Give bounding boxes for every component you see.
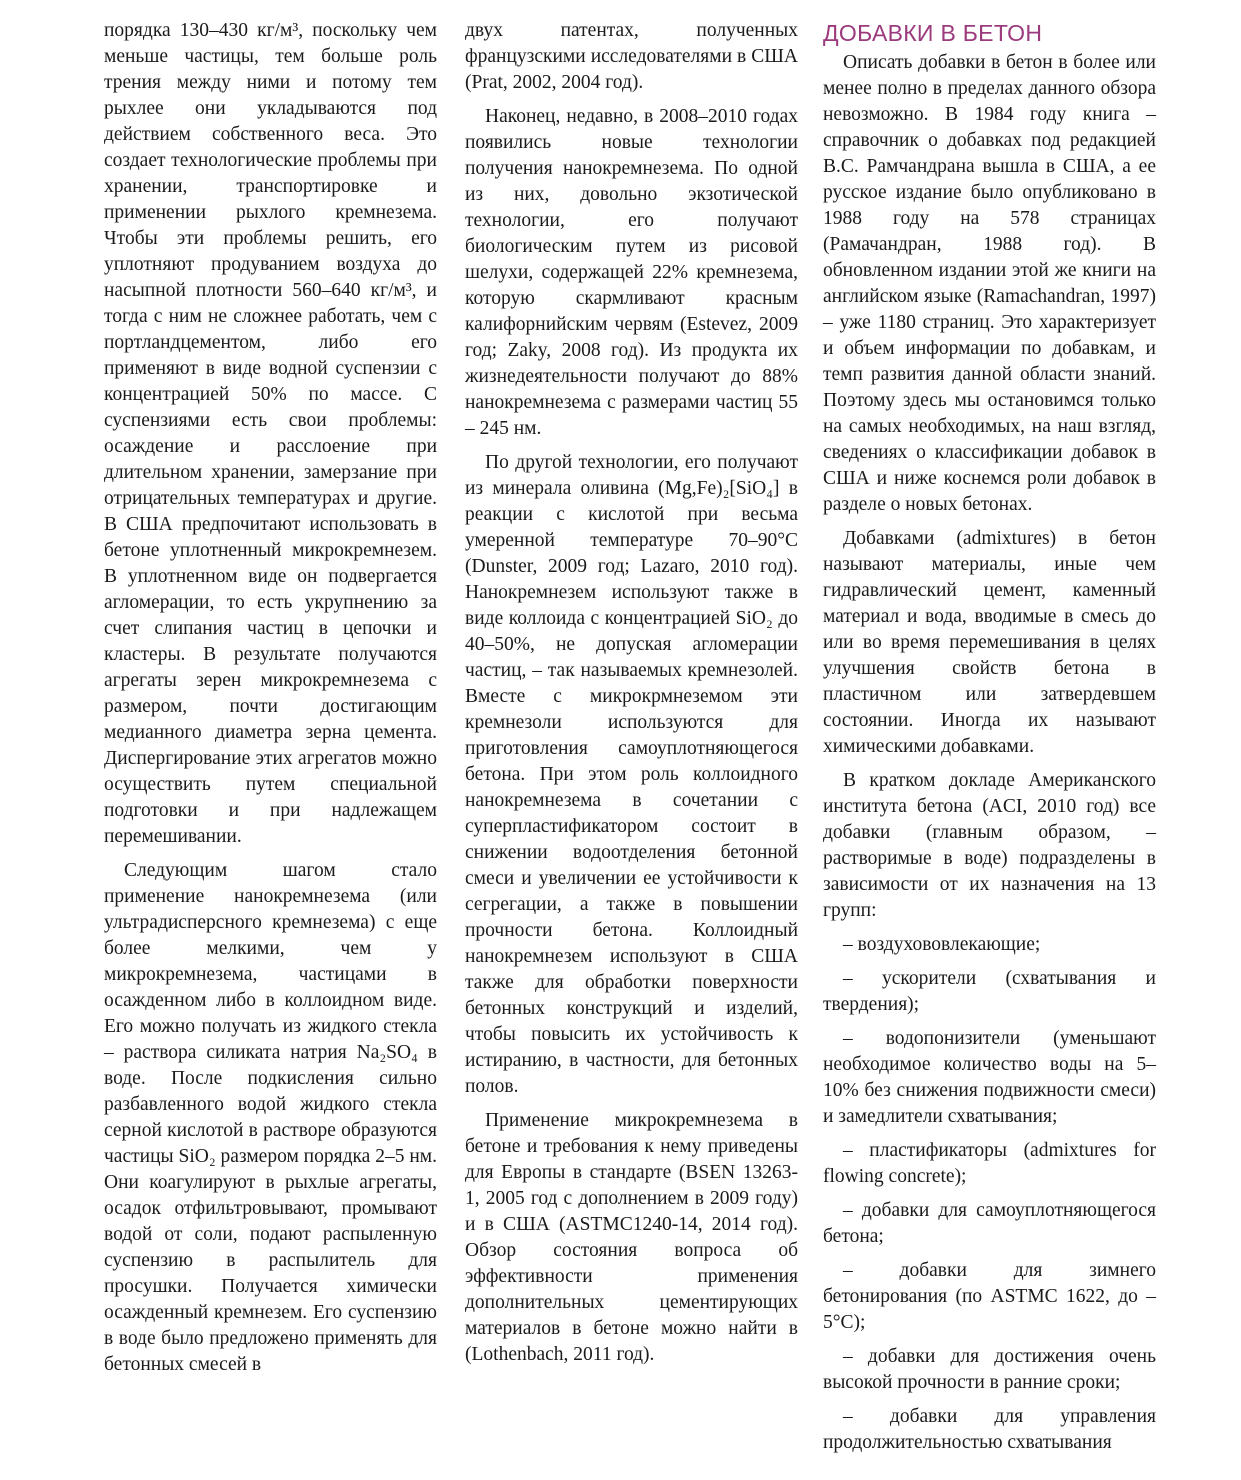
list-item: – добавки для достижения очень высокой прочности в ранние сроки; bbox=[823, 1346, 1156, 1393]
list-item: – пластификаторы (admixtures for flowing concrete); bbox=[823, 1140, 1156, 1187]
section-heading: ДОБАВКИ В БЕТОН bbox=[823, 20, 1043, 46]
paragraph: двух патентах, полученных французскими исследователями в США (Prat, 2002, 2004 год). bbox=[465, 20, 798, 93]
paragraph: Наконец, недавно, в 2008–2010 годах появились новые технологии получения нанокремнезема. По одной из них, довольно экзотической технологии, его получают биологическим путем из рисовой шелухи, содержащей 22% кремнезема, которую скармливают красным калифорнийским червям (Estevez, 2009 год; Zaky, 2008 год). Из продукта их жизнедеятельности получают до 88% нанокремнезема с размерами частиц 55 – 245 нм. bbox=[465, 106, 798, 439]
list-item: – добавки для управления продолжительностью схватывания bbox=[823, 1406, 1156, 1453]
list-item: – добавки для зимнего бетонирования (по ASTMC 1622, до –5°С); bbox=[823, 1260, 1156, 1333]
list-item: – водопонизители (уменьшают необходимое количество воды на 5–10% без снижения подвижности смеси) и замедлители схватывания; bbox=[823, 1028, 1156, 1127]
list-item: – добавки для самоуплотняющегося бетона; bbox=[823, 1200, 1156, 1247]
list-item: – ускорители (схватывания и твердения); bbox=[823, 968, 1156, 1015]
paragraph: Следующим шагом стало применение нанокремнезема (или ультрадисперсного кремнезема) с еще более мелкими, чем у микрокремнезема, частицами в осажденном либо в коллоидном виде. Его можно получать из жидкого стекла – раствора силиката натрия Na₂SO₄ в воде. После подкисления сильно разбавленного водой жидкого стекла серной кислотой в растворе образуются частицы SiO₂ размером порядка 2–5 нм. Они коагулируют в рыхлые агрегаты, осадок отфильтровывают, промывают водой от соли, подают распыленную суспензию в распылитель для просушки. Получается химически осажденный кремнезем. Его суспензию в воде было предложено применять для бетонных смесей в bbox=[104, 860, 437, 1375]
text-column-1 bbox=[104, 18, 437, 1386]
text-column-3 bbox=[823, 18, 1156, 1464]
paragraph: Применение микрокремнезема в бетоне и требования к нему приведены для Европы в стандарте (BSEN 13263-1, 2005 год с дополнением в 2009 году) и в США (ASTMC1240-14, 2014 год). Обзор состояния вопроса об эффективности применения дополнительных цементирующих материалов в бетоне можно найти в (Lothenbach, 2011 год). bbox=[465, 1110, 798, 1365]
list-item: – воздухововлекающие; bbox=[843, 934, 1041, 955]
paragraph: По другой технологии, его получают из минерала оливина (Mg,Fe)₂[SiO₄] в реакции с кислотой при весьма умеренной температуре 70–90°С (Dunster, 2009 год; Lazaro, 2010 год). Нанокремнезем используют также в виде коллоида с концентрацией SiO₂ до 40–50%, не допуская агломерации частиц, – так называемых кремнезолей. Вместе с микрокрмнеземом эти кремнезоли используются для приготовления самоуплотняющегося бетона. При этом роль коллоидного нанокремнезема в сочетании с суперпластификатором состоит в снижении водоотделения бетонной смеси и увеличении ее устойчивости к сегрегации, а также в повышении прочности бетона. Коллоидный нанокремнезем используют в США также для обработки поверхности бетонных конструкций и изделий, чтобы повысить их устойчивость к истиранию, в частности, для бетонных полов. bbox=[465, 452, 798, 1097]
paragraph: порядка 130–430 кг/м³, поскольку чем меньше частицы, тем больше роль трения между ними и потому тем рыхлее они укладываются под действием собственного веса. Это создает технологические проблемы при хранении, транспортировке и применении рыхлого кремнезема. Чтобы эти проблемы решить, его уплотняют продуванием воздуха до насыпной плотности 560–640 кг/м³, и тогда с ним не сложнее работать, чем с портландцементом, либо его применяют в виде водной суспензии с концентрацией 50% по массе. С суспензиями есть свои проблемы: осаждение и расслоение при длительном хранении, замерзание при отрицательных температурах и другие. В США предпочитают использовать в бетоне уплотненный микрокремнезем. В уплотненном виде он подвергается агломерации, то есть укрупнению за счет слипания частиц в цепочки и кластеры. В результате получаются агрегаты зерен микрокремнезема с размером, почти достигающим медианного диаметра зерна цемента. Диспергирование этих агрегатов можно осуществить путем специальной подготовки и при надлежащем перемешивании. bbox=[104, 20, 437, 847]
paragraph: Добавками (admixtures) в бетон называют материалы, иные чем гидравлический цемент, каменный материал и вода, вводимые в смесь до или во время перемешивания в целях улучшения свойств бетона в пластичном или затвердевшем состоянии. Иногда их называют химическими добавками. bbox=[823, 528, 1156, 757]
paragraph: В кратком докладе Американского института бетона (ACI, 2010 год) все добавки (главным образом, – растворимые в воде) подразделены в зависимости от их назначения на 13 групп: bbox=[823, 770, 1156, 921]
paragraph: Описать добавки в бетон в более или менее полно в пределах данного обзора невозможно. В 1984 году книга – справочник о добавках под редакцией В.С. Рамчандрана вышла в США, а ее русское издание было опубликовано в 1988 году на 578 страницах (Рамачандран, 1988 год). В обновленном издании этой же книги на английском языке (Ramachandran, 1997) – уже 1180 страниц. Это характеризует и объем информации по добавкам, и темп развития данной области знаний. Поэтому здесь мы остановимся только на самых необходимых, на наш взгляд, сведениях о классификации добавок в США и ниже коснемся роли добавок в разделе о новых бетонах. bbox=[823, 52, 1156, 515]
text-column-2 bbox=[465, 18, 798, 1376]
